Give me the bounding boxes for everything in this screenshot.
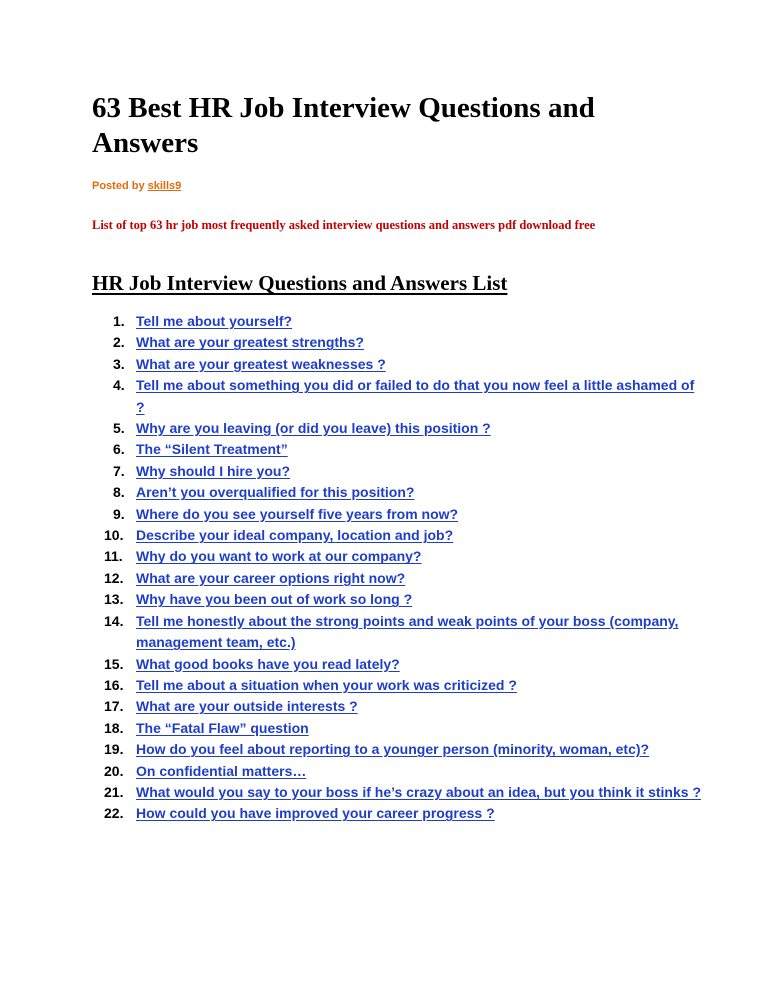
- list-item: [104, 675, 704, 696]
- question-number: 9.: [113, 505, 125, 522]
- question-link[interactable]: Describe your ideal company, location and job?: [136, 527, 454, 544]
- question-number: 11.: [104, 548, 123, 565]
- question-link[interactable]: Where do you see yourself five years from now?: [136, 505, 459, 522]
- question-number: 8.: [113, 484, 125, 501]
- list-item: [104, 332, 704, 353]
- section-heading: HR Job Interview Questions and Answers List: [92, 271, 508, 295]
- question-number: 1.: [113, 313, 125, 329]
- question-number: 12.: [104, 569, 124, 586]
- page-title: 63 Best HR Job Interview Questions and Answers: [92, 92, 595, 159]
- list-item: [104, 761, 704, 782]
- list-item: [104, 418, 704, 439]
- list-item: [104, 803, 704, 824]
- intro-text: List of top 63 hr job most frequently asked interview questions and answers pdf download free: [92, 218, 596, 232]
- list-item: [104, 504, 704, 525]
- list-item: [104, 739, 704, 760]
- question-number: 2.: [113, 334, 125, 351]
- question-number: 17.: [104, 698, 124, 715]
- question-link[interactable]: What are your greatest weaknesses ?: [136, 355, 386, 372]
- question-number: 22.: [104, 805, 124, 822]
- question-number: 14.: [104, 612, 124, 629]
- list-item: [104, 311, 704, 332]
- byline: [92, 179, 181, 193]
- list-item: [104, 568, 704, 589]
- question-number: 5.: [113, 420, 125, 437]
- question-link[interactable]: What are your greatest strengths?: [136, 334, 364, 351]
- question-link[interactable]: What are your outside interests ?: [136, 698, 358, 715]
- question-number: 4.: [113, 377, 125, 394]
- question-link[interactable]: Tell me about something you did or failed to do that you now feel a little ashamed of ?: [136, 377, 695, 415]
- question-link[interactable]: Aren’t you overqualified for this position?: [136, 484, 415, 501]
- question-link[interactable]: How do you feel about reporting to a younger person (minority, woman, etc)?: [136, 741, 650, 758]
- list-item: [104, 546, 704, 567]
- list-item: [104, 525, 704, 546]
- list-item: [104, 482, 704, 503]
- list-item: [104, 654, 704, 675]
- question-number: 3.: [113, 355, 125, 372]
- author-link[interactable]: skills9: [147, 180, 182, 192]
- list-item: [104, 375, 704, 418]
- question-number: 7.: [113, 462, 125, 479]
- question-link[interactable]: Why should I hire you?: [136, 462, 290, 479]
- question-link[interactable]: How could you have improved your career progress ?: [136, 805, 495, 822]
- list-item: [104, 461, 704, 482]
- list-item: [104, 611, 704, 654]
- question-list: [104, 311, 704, 825]
- question-link[interactable]: The “Fatal Flaw” question: [136, 719, 309, 736]
- question-number: 18.: [104, 719, 124, 736]
- list-item: [104, 696, 704, 717]
- question-link[interactable]: What good books have you read lately?: [136, 655, 400, 672]
- question-link[interactable]: Why do you want to work at our company?: [136, 548, 422, 565]
- list-item: [104, 718, 704, 739]
- question-number: 20.: [104, 762, 124, 779]
- question-number: 6.: [113, 441, 125, 458]
- question-link[interactable]: What are your career options right now?: [136, 569, 406, 586]
- question-number: 15.: [104, 655, 124, 672]
- question-link[interactable]: Why are you leaving (or did you leave) this position ?: [136, 420, 491, 437]
- question-link[interactable]: What would you say to your boss if he’s crazy about an idea, but you think it stinks ?: [136, 783, 701, 800]
- list-item: [104, 354, 704, 375]
- question-link[interactable]: Tell me about yourself?: [136, 313, 293, 329]
- list-item: [104, 439, 704, 460]
- question-link[interactable]: On confidential matters…: [136, 762, 307, 779]
- list-item: [104, 782, 704, 803]
- question-number: 13.: [104, 591, 124, 608]
- question-link[interactable]: Tell me about a situation when your work was criticized ?: [136, 676, 517, 693]
- list-item: [104, 589, 704, 610]
- byline-prefix: Posted by: [92, 180, 148, 192]
- question-link[interactable]: The “Silent Treatment”: [136, 441, 288, 458]
- question-number: 10.: [104, 527, 124, 544]
- question-link[interactable]: Why have you been out of work so long ?: [136, 591, 413, 608]
- question-number: 16.: [104, 676, 124, 693]
- question-link[interactable]: Tell me honestly about the strong points and weak points of your boss (company, management team, etc.): [136, 612, 679, 651]
- question-number: 21.: [104, 783, 124, 800]
- question-number: 19.: [104, 741, 124, 758]
